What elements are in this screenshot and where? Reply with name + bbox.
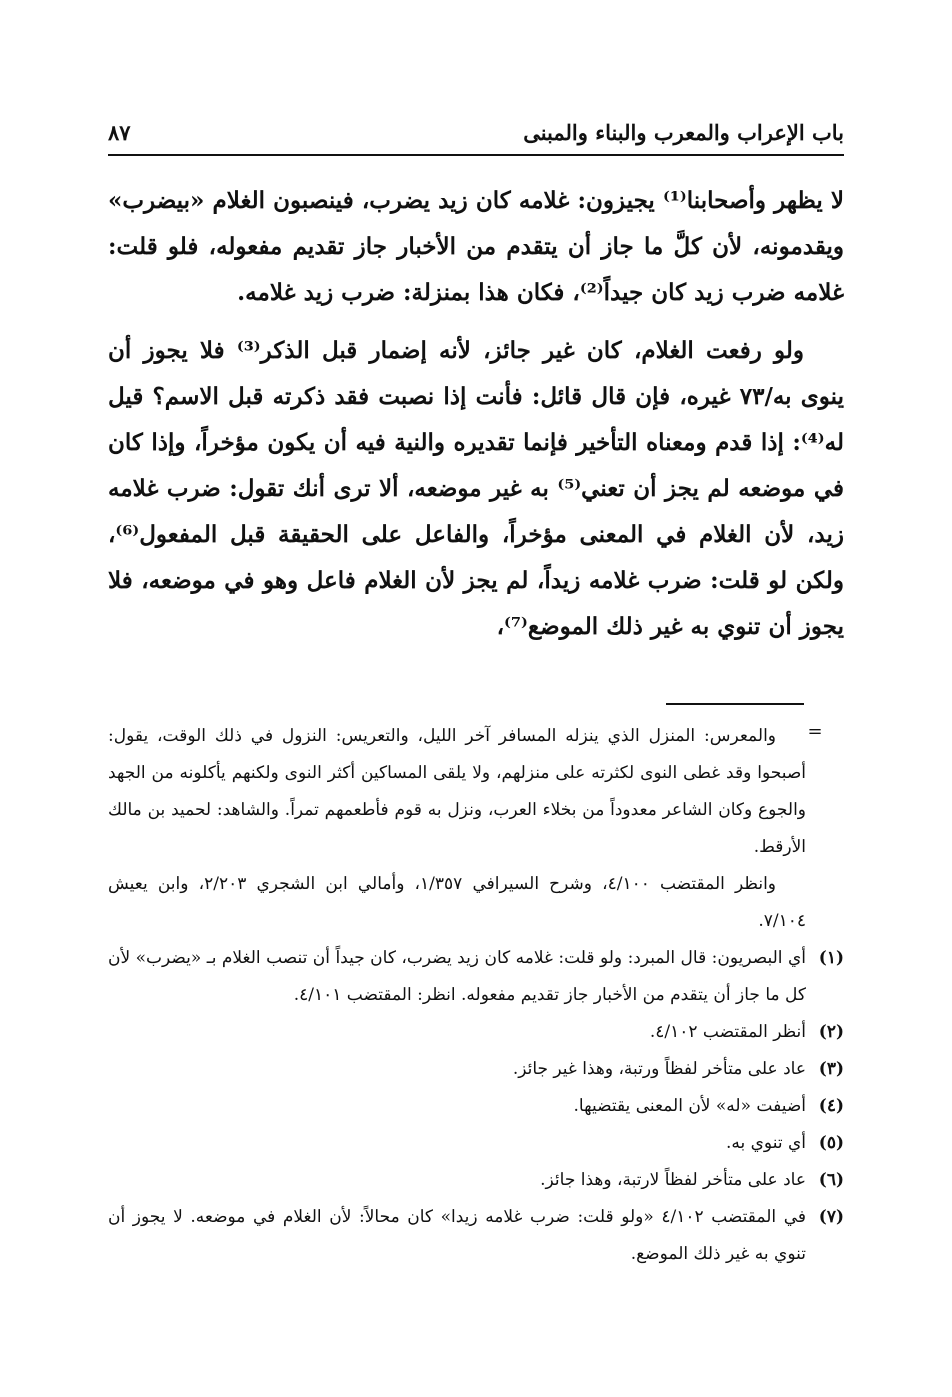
footnote-7 [108, 1199, 844, 1273]
continued-footnote [108, 718, 806, 940]
footnote-4 [108, 1088, 844, 1125]
footnote-6 [108, 1162, 844, 1199]
footnote-number: (٢) [818, 1022, 844, 1042]
footnote-text: أضيفت «له» لأن المعنى يقتضيها. [573, 1096, 806, 1116]
footnote-number: (٦) [818, 1170, 844, 1190]
footnote-3 [108, 1051, 844, 1088]
continued-footnote-paragraph-2: وانظر المقتضب ٤/١٠٠، وشرح السيرافي ١/٣٥٧، وأمالي ابن الشجري ٢/٢٠٣، وابن يعيش ٧/١٠٤. [108, 874, 806, 931]
footnote-1 [108, 940, 844, 1014]
footnote-text: عاد على متأخر لفظاً لارتبة، وهذا جائز. [540, 1170, 806, 1190]
continued-footnote-paragraph-1: والمعرس: المنزل الذي ينزله المسافر آخر الليل، والتعريس: النزول في ذلك الوقت، يقول: أصبحوا وقد غطى النوى لكثرته على منزلهم، ولا يلقى المساكين أكثر النوى ولكنهم يأكلونه من الجهد والجوع وكان الشاعر معدوداً من بخلاء العرب، ونزل به قوم فأطعمهم تمراً. والشاهد: لحميد بن مالك الأرقط. [108, 726, 806, 857]
paragraph-1: لا يظهر وأصحابنا⁽¹⁾ يجيزون: غلامه كان زيد يضرب، فينصبون الغلام «بيضرب» ويقدمونه، لأن كلَّ ما جاز أن يتقدم من الأخبار جاز تقديم مفعوله، فلو قلت: غلامه ضرب زيد كان جيداً⁽²⁾، فكان هذا بمنزلة: ضرب زيد غلامه. [108, 187, 845, 306]
footnote-number: (٧) [818, 1207, 844, 1227]
footnote-text: أي البصريون: قال المبرد: ولو قلت: غلامه كان زيد يضرب، كان جيداً أن تنصب الغلام بـ «يضرب» لأن كل ما جاز أن يتقدم من الأخبار جاز تقديم مفعوله. انظر: المقتضب ٤/١٠١. [108, 948, 806, 1005]
footnote-number: (٥) [818, 1133, 844, 1153]
footnotes [108, 718, 844, 1273]
main-text [108, 178, 844, 662]
footnote-text: في المقتضب ٤/١٠٢ «ولو قلت: ضرب غلامه زيدا» كان محالاً: لأن الغلام في موضعه. لا يجوز أن تنوي به غير ذلك الموضع. [108, 1207, 807, 1264]
footnote-2 [108, 1014, 844, 1051]
footnote-continuation-mark: = [807, 721, 823, 742]
footnote-number: (٤) [818, 1096, 844, 1116]
footnote-text: عاد على متأخر لفظاً ورتبة، وهذا غير جائز. [512, 1059, 806, 1079]
page-number: ٨٧ [108, 120, 131, 145]
footnote-separator [666, 703, 804, 705]
running-head [108, 118, 844, 156]
footnote-number: (٣) [818, 1059, 844, 1079]
footnote-number: (١) [818, 948, 844, 968]
footnote-5 [108, 1125, 844, 1162]
chapter-title: باب الإعراب والمعرب والبناء والمبنى [523, 120, 844, 145]
paragraph-2: ولو رفعت الغلام، كان غير جائز، لأنه إضمار قبل الذكر⁽³⁾ فلا يجوز أن ينوى به/٧٣ غيره، فإن قال قائل: فأنت إذا نصبت فقد ذكرته قبل الاسم؟ قيل له⁽⁴⁾: إذا قدم ومعناه التأخير فإنما تقديره والنية فيه أن يكون مؤخراً، وإذا كان في موضعه لم يجز أن تعني⁽⁵⁾ به غير موضعه، ألا ترى أنك تقول: ضرب غلامه زيد، لأن الغلام في المعنى مؤخراً، والفاعل على الحقيقة قبل المفعول⁽⁶⁾، ولكن لو قلت: ضرب غلامه زيداً، لم يجز لأن الغلام فاعل وهو في موضعه، فلا يجوز أن تنوي به غير ذلك الموضع⁽⁷⁾، [108, 337, 845, 640]
footnote-text: أي تنوي به. [725, 1133, 806, 1153]
footnote-text: أنظر المقتضب ٤/١٠٢. [649, 1022, 806, 1042]
